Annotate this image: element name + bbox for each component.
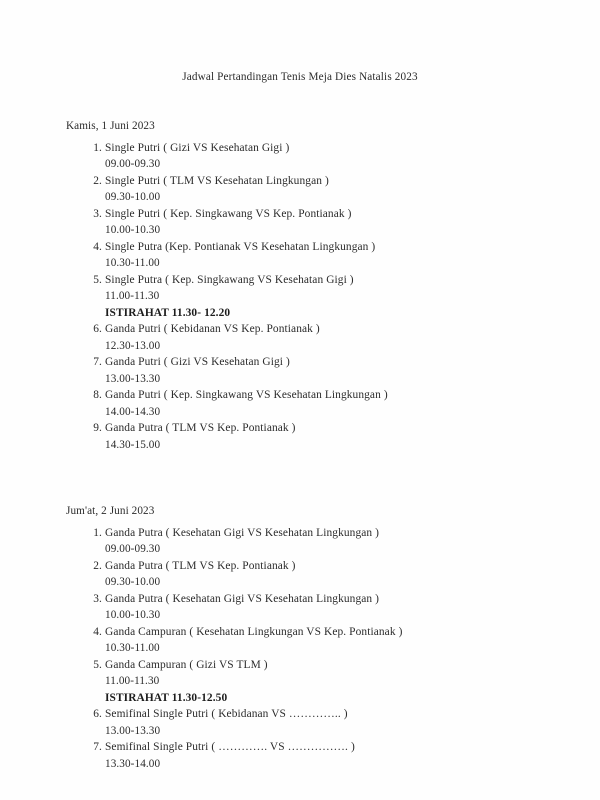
match-list: [0, 140, 600, 454]
list-item-number: 7.: [93, 356, 102, 368]
list-item-number: 3.: [93, 207, 102, 220]
list-item: [0, 558, 600, 591]
match-time: 13.00-13.30: [105, 372, 161, 385]
day-header: Jum'at, 2 Juni 2023: [66, 505, 155, 517]
list-item: [0, 525, 600, 558]
day-section: [0, 503, 600, 772]
match-title: Ganda Putra ( Kesehatan Gigi VS Kesehatan Lingkungan ): [105, 526, 380, 539]
list-item-number: 1.: [93, 141, 102, 154]
match-time: 14.00-14.30: [105, 405, 161, 418]
list-item: [0, 354, 600, 387]
break-notice: ISTIRAHAT 11.30-12.50: [105, 691, 228, 704]
list-item: [0, 624, 600, 657]
day-section: [0, 118, 600, 453]
list-item-number: 6.: [93, 708, 102, 720]
match-title: Ganda Campuran ( Gizi VS TLM ): [105, 658, 268, 671]
list-item: [0, 321, 600, 354]
match-title: Ganda Putri ( Kebidanan VS Kep. Pontianak ): [105, 323, 320, 335]
list-item: [0, 239, 600, 272]
match-time: 09.00-09.30: [105, 543, 161, 555]
match-time: 13.30-14.00: [105, 757, 161, 770]
list-item-number: 1.: [93, 526, 102, 539]
match-title: Ganda Putra ( TLM VS Kep. Pontianak ): [105, 559, 296, 572]
match-time: 09.00-09.30: [105, 158, 161, 170]
list-item: [0, 140, 600, 173]
list-item: [0, 272, 600, 305]
list-item-number: 2.: [93, 174, 102, 187]
list-item-number: 4.: [93, 625, 102, 638]
list-item-number: 5.: [93, 273, 102, 286]
match-title: Ganda Putra ( Kesehatan Gigi VS Kesehatan Lingkungan ): [105, 592, 380, 605]
list-item: [0, 206, 600, 239]
match-title: Single Putri ( Kep. Singkawang VS Kep. Pontianak ): [105, 207, 352, 220]
match-title: Single Putra ( Kep. Singkawang VS Kesehatan Gigi ): [105, 273, 354, 286]
match-title: Single Putri ( Gizi VS Kesehatan Gigi ): [105, 141, 290, 154]
list-item-number: 5.: [93, 658, 102, 671]
match-list: [0, 525, 600, 773]
match-time: 13.00-13.30: [105, 724, 161, 737]
list-item: [0, 739, 600, 772]
list-item: [0, 420, 600, 453]
match-time: 14.30-15.00: [105, 438, 161, 451]
list-item: [0, 591, 600, 624]
list-item-number: 6.: [93, 323, 102, 335]
match-time: 10.30-11.00: [105, 257, 160, 269]
match-title: Ganda Putri ( Gizi VS Kesehatan Gigi ): [105, 356, 290, 368]
schedule-body: [0, 118, 600, 772]
list-item-number: 4.: [93, 240, 102, 253]
match-time: 10.00-10.30: [105, 609, 161, 621]
match-title: Ganda Putri ( Kep. Singkawang VS Kesehatan Lingkungan ): [105, 389, 388, 401]
list-item: [0, 173, 600, 206]
list-item-number: 9.: [93, 422, 102, 434]
list-item: [0, 657, 600, 690]
list-item-number: 8.: [93, 389, 102, 401]
match-title: Semifinal Single Putri ( Kebidanan VS ………….. ): [105, 708, 348, 720]
match-time: 10.30-11.00: [105, 642, 160, 654]
list-item-number: 3.: [93, 592, 102, 605]
list-item-number: 2.: [93, 559, 102, 572]
match-time: 11.00-11.30: [105, 290, 160, 302]
break-notice: ISTIRAHAT 11.30- 12.20: [105, 306, 231, 319]
match-title: Semifinal Single Putri ( …………. VS ……………. ): [105, 741, 355, 753]
list-item: [0, 387, 600, 420]
page-title: Jadwal Pertandingan Tenis Meja Dies Natalis 2023: [182, 71, 418, 83]
match-time: 10.00-10.30: [105, 224, 161, 236]
match-time: 09.30-10.00: [105, 576, 161, 588]
match-title: Ganda Putra ( TLM VS Kep. Pontianak ): [105, 422, 296, 434]
list-item-number: 7.: [93, 741, 102, 753]
match-time: 12.30-13.00: [105, 339, 161, 352]
match-time: 11.00-11.30: [105, 675, 160, 687]
day-header: Kamis, 1 Juni 2023: [66, 120, 155, 132]
match-time: 09.30-10.00: [105, 191, 161, 203]
match-title: Single Putra (Kep. Pontianak VS Kesehatan Lingkungan ): [105, 240, 376, 253]
section-spacer: [0, 453, 600, 503]
match-title: Ganda Campuran ( Kesehatan Lingkungan VS Kep. Pontianak ): [105, 625, 403, 638]
list-item: [0, 706, 600, 739]
match-title: Single Putri ( TLM VS Kesehatan Lingkungan ): [105, 174, 329, 187]
